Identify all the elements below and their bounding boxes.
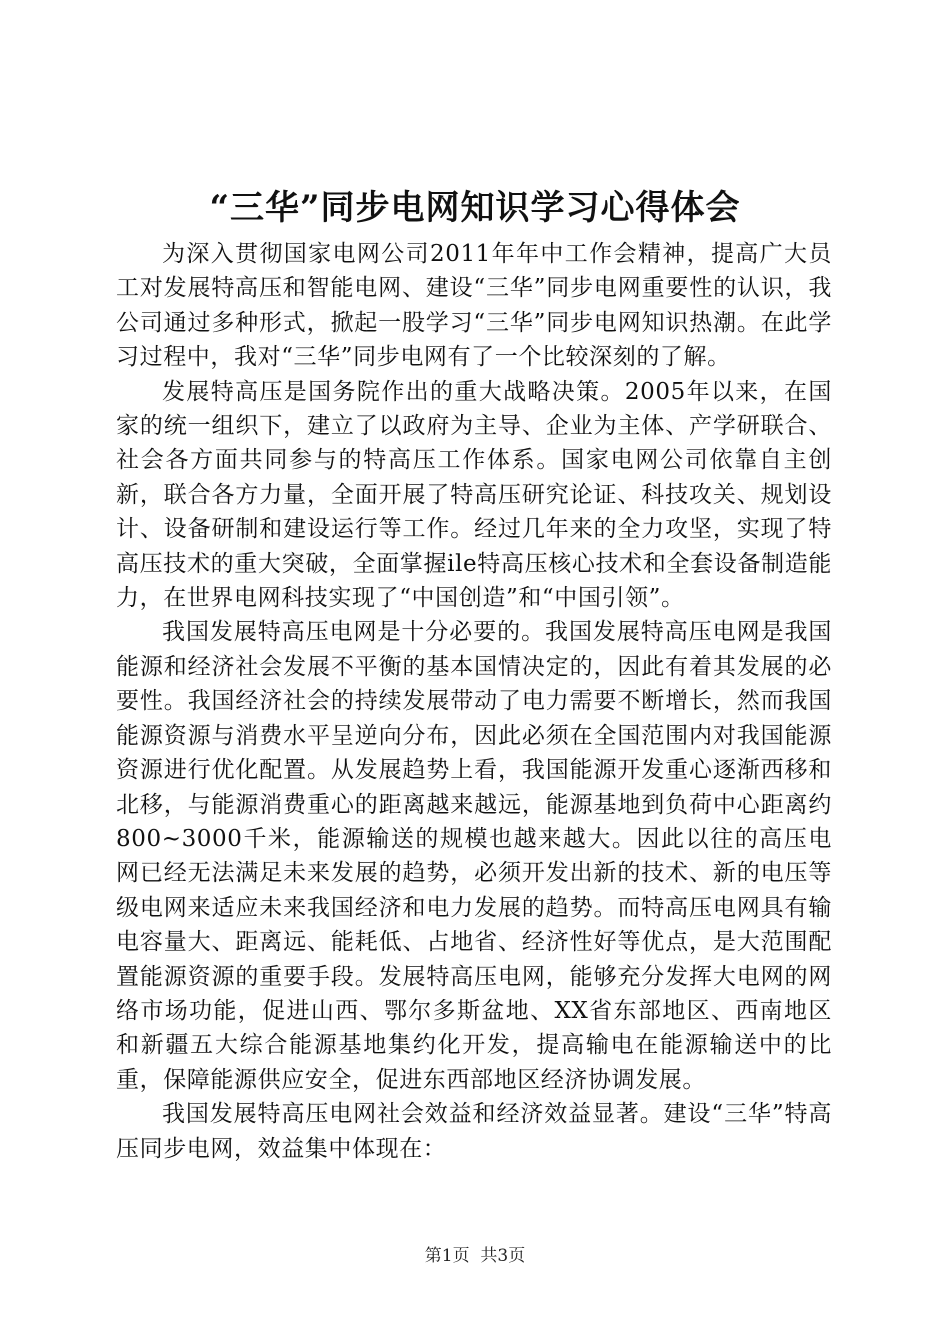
paragraph-2: 发展特高压是国务院作出的重大战略决策。2005年以来，在国家的统一组织下，建立了以政府为主导、企业为主体、产学研联合、社会各方面共同参与的特高压工作体系。国家电网公司依靠自主创新，联合各方力量，全面开展了特高压研究论证、科技攻关、规划设计、设备研制和建设运行等工作。经过几年来的全力攻坚，实现了特高压技术的重大突破，全面掌握ile特高压核心技术和全套设备制造能力，在世界电网科技实现了“中国创造”和“中国引领”。 (116, 378, 832, 612)
paragraph-3: 我国发展特高压电网是十分必要的。我国发展特高压电网是我国能源和经济社会发展不平衡的基本国情决定的，因此有着其发展的必要性。我国经济社会的持续发展带动了电力需要不断增长，然而我国能源资源与消费水平呈逆向分布，因此必须在全国范围内对我国能源资源进行优化配置。从发展趋势上看，我国能源开发重心逐渐西移和北移，与能源消费重心的距离越来越远，能源基地到负荷中心距离约800~3000千米，能源输送的规模也越来越大。因此以往的高压电网已经无法满足未来发展的趋势，必须开发出新的技术、新的电压等级电网来适应未来我国经济和电力发展的趋势。而特高压电网具有输电容量大、距离远、能耗低、占地省、经济性好等优点，是大范围配置能源资源的重要手段。发展特高压电网，能够充分发挥大电网的网络市场功能，促进山西、鄂尔多斯盆地、XX省东部地区、西南地区和新疆五大综合能源基地集约化开发，提高输电在能源输送中的比重，保障能源供应安全，促进东西部地区经济协调发展。 (116, 619, 832, 1093)
paragraph-1: 为深入贯彻国家电网公司2011年年中工作会精神，提高广大员工对发展特高压和智能电网、建设“三华”同步电网重要性的认识，我公司通过多种形式，掀起一股学习“三华”同步电网知识热潮。在此学习过程中，我对“三华”同步电网有了一个比较深刻的了解。 (116, 241, 832, 371)
page-footer (0, 1244, 950, 1268)
footer-spacer (470, 1246, 481, 1266)
document-title: “三华”同步电网知识学习心得体会 (209, 188, 741, 228)
document-body (116, 237, 832, 1166)
page-number: 第1页 (424, 1246, 470, 1266)
page-total: 共3页 (480, 1246, 526, 1266)
paragraph-4: 我国发展特高压电网社会效益和经济效益显著。建设“三华”特高压同步电网，效益集中体现在： (116, 1101, 832, 1162)
